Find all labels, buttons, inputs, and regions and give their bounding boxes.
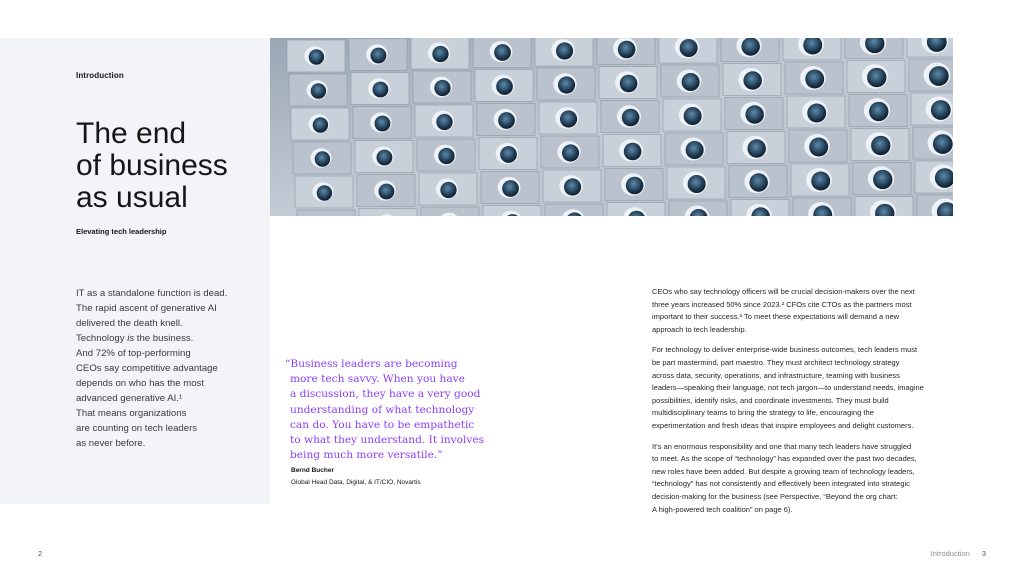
window-glass: [809, 138, 828, 157]
window-glass: [618, 41, 636, 59]
quote-line: being much more versatile.”: [290, 449, 443, 462]
body-line: leaders—speaking their language, not tech jargon—to understand needs, imagine: [652, 383, 924, 393]
window-glass: [500, 146, 517, 163]
window-glass: [745, 105, 763, 123]
window-glass: [375, 116, 391, 132]
section-label: Introduction: [76, 71, 124, 80]
body-line: decision-making for the business (see Perspective, “Beyond the org chart:: [652, 491, 898, 501]
body-line: “technology” has not consistently and effectively been integrated into strategic: [652, 479, 910, 489]
page-title: [76, 118, 228, 214]
intro-line: depends on who has the most: [76, 378, 205, 389]
intro-fragment: the business.: [134, 333, 194, 344]
body-line: across data, security, operations, and infrastructure, teaming with business: [652, 370, 900, 380]
intro-line: CEOs say competitive advantage: [76, 363, 218, 374]
window-glass: [313, 117, 328, 132]
intro-line: That means organizations: [76, 408, 187, 419]
page-number-left: 2: [38, 549, 43, 558]
body-line: three years increased 50% since 2023.² CFOs cite CTOs as the partners most: [652, 299, 912, 309]
body-line: new roles have been added. But despite a growing team of technology leaders,: [652, 466, 915, 476]
intro-line: advanced generative AI.¹: [76, 393, 183, 404]
window-glass: [560, 110, 577, 127]
body-line: CEOs who say technology officers will be crucial decision-makers over the next: [652, 287, 915, 296]
body-line: approach to tech leadership.: [652, 324, 747, 334]
quote-author-role: Global Head Data, Digital, & IT/CIO, Novartis: [291, 479, 421, 486]
intro-fragment: Technology: [76, 333, 128, 344]
window-glass: [682, 73, 700, 91]
window-glass: [869, 102, 888, 121]
window-glass: [929, 66, 949, 86]
quote-line: can do. You have to be empathetic: [290, 418, 475, 431]
window-glass: [871, 136, 890, 155]
window-glass: [432, 46, 448, 62]
facade-panel: [297, 210, 355, 216]
quote-author-name: Bernd Bucher: [291, 467, 334, 474]
window-glass: [377, 150, 393, 166]
window-glass: [494, 44, 511, 61]
window-glass: [562, 144, 579, 161]
window-glass: [440, 182, 456, 198]
quote-line: a discussion, they have a very good: [290, 388, 481, 401]
intro-emphasis: is: [127, 333, 135, 344]
window-glass: [379, 184, 395, 200]
title-line: The end: [76, 117, 187, 150]
body-paragraph: [652, 344, 948, 432]
window-glass: [686, 141, 704, 159]
footer-section-label: Introduction: [930, 549, 970, 558]
intro-line: [76, 331, 256, 346]
window-glass: [624, 143, 642, 161]
facade-image: [270, 38, 953, 216]
title-line: as usual: [76, 181, 188, 214]
window-glass: [564, 178, 581, 195]
body-line: be part mastermind, part maestro. They must architect technology strategy: [652, 357, 900, 367]
quote-line: to what they understand. It involves: [290, 434, 485, 447]
window-glass: [436, 114, 452, 130]
window-glass: [873, 170, 892, 189]
window-glass: [309, 49, 324, 64]
footer-right: [931, 549, 986, 558]
intro-line: IT as a standalone function is dead.: [76, 288, 228, 299]
intro-line: are counting on tech leaders: [76, 423, 198, 434]
window-glass: [867, 68, 886, 87]
window-glass: [558, 76, 575, 93]
window-glass: [688, 175, 706, 193]
page-number-right: 3: [981, 549, 986, 558]
window-glass: [438, 148, 454, 164]
title-line: of business: [76, 149, 228, 182]
window-glass: [805, 70, 824, 89]
window-glass: [680, 39, 698, 57]
quote-line: more tech savvy. When you have: [290, 373, 465, 386]
quote-line: “Business leaders are becoming: [285, 358, 458, 370]
body-line: multidisciplinary teams to bring the strategy to life, encouraging the: [652, 408, 874, 418]
intro-line: as never before.: [76, 438, 146, 449]
body-line: It’s an enormous responsibility and one that many tech leaders have struggled: [652, 441, 912, 451]
quote-line: understanding of what technology: [290, 403, 475, 416]
window-glass: [496, 78, 513, 95]
window-glass: [749, 173, 767, 191]
body-text: [652, 286, 948, 524]
window-glass: [626, 177, 644, 195]
body-line: possibilities, identify risks, and coordinate investments. They must build: [652, 395, 889, 405]
window-glass: [434, 80, 450, 96]
body-paragraph: [652, 441, 948, 517]
window-glass: [315, 151, 330, 166]
window-glass: [311, 83, 326, 98]
intro-line: delivered the death knell.: [76, 318, 183, 329]
window-glass: [933, 134, 953, 154]
body-line: important to their success.³ To meet these expectations will demand a new: [652, 312, 900, 322]
body-paragraph: [652, 286, 948, 336]
window-glass: [502, 180, 519, 197]
window-glass: [620, 75, 638, 93]
body-line: For technology to deliver enterprise-wide business outcomes, tech leaders must: [652, 345, 918, 355]
body-line: to meet. As the scope of “technology” has expanded over the past two decades,: [652, 454, 917, 464]
body-line: experimentation and fresh ideas that inspire employees and delight customers.: [652, 420, 914, 430]
body-line: A high-powered tech coalition” on page 6).: [652, 504, 793, 514]
intro-text: [76, 286, 256, 451]
window-glass: [684, 107, 702, 125]
pull-quote: [285, 357, 484, 463]
window-glass: [743, 71, 761, 89]
window-glass: [498, 112, 515, 129]
window-glass: [747, 139, 765, 157]
window-glass: [317, 185, 332, 200]
window-glass: [931, 100, 951, 120]
window-glass: [811, 172, 830, 191]
intro-line: The rapid ascent of generative AI: [76, 303, 217, 314]
subtitle: Elevating tech leadership: [76, 227, 167, 236]
window-glass: [622, 109, 640, 127]
window-glass: [741, 38, 759, 56]
window-glass: [556, 42, 573, 59]
window-glass: [373, 82, 389, 98]
window-glass: [371, 48, 387, 64]
window-glass: [807, 104, 826, 123]
building-photo: [270, 38, 953, 216]
intro-line: And 72% of top-performing: [76, 348, 191, 359]
